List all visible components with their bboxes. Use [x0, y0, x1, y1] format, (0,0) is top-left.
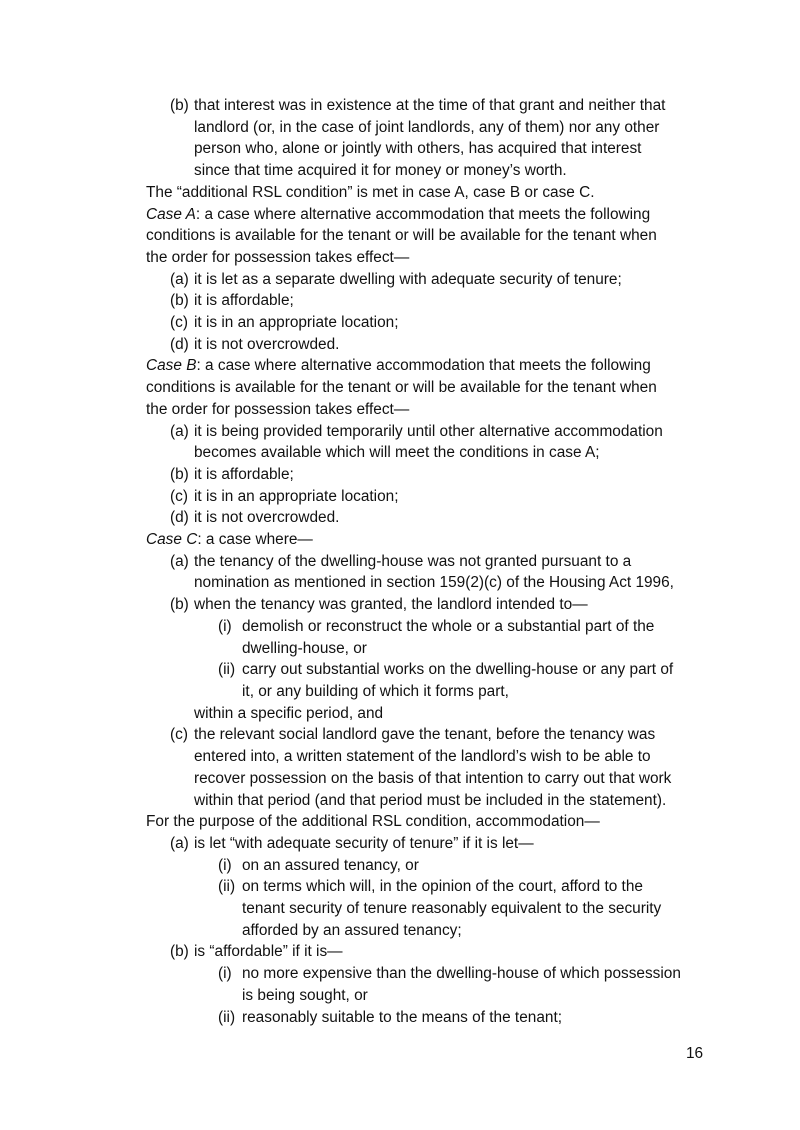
case-c-item: (a) the tenancy of the dwelling-house was not granted pursuant to a	[170, 552, 632, 570]
case-c-subitem-line: dwelling-house, or	[242, 639, 367, 657]
case-c-item-line: nomination as mentioned in section 159(2)(c) of the Housing Act 1996,	[194, 574, 674, 592]
clause-b-line: landlord (or, in the case of joint landlords, any of them) nor any other	[194, 118, 660, 136]
case-b-label: Case B	[146, 357, 197, 375]
case-b-item: (c) it is in an appropriate location;	[170, 487, 399, 505]
case-b-item: (b) it is affordable;	[170, 465, 294, 483]
clause-b-line: (b) that interest was in existence at the time of that grant and neither that	[146, 95, 716, 117]
case-c-subitem-line: it, or any building of which it forms part,	[242, 682, 509, 700]
purpose-subitem-line: tenant security of tenure reasonably equivalent to the security	[242, 900, 662, 918]
case-a-intro-line: conditions is available for the tenant or will be available for the tenant when	[146, 227, 657, 245]
rsl-condition-statement: The “additional RSL condition” is met in case A, case B or case C.	[146, 183, 595, 201]
purpose-item: (b) is “affordable” if it is—	[170, 943, 343, 961]
case-c-intro: Case C: a case where—	[146, 531, 313, 549]
clause-b-line: person who, alone or jointly with others, has acquired that interest	[194, 140, 642, 158]
case-a-intro: Case A: a case where alternative accommodation that meets the following	[146, 205, 651, 223]
case-b-item-line: becomes available which will meet the conditions in case A;	[194, 444, 600, 462]
case-a-item: (b) it is affordable;	[170, 292, 294, 310]
purpose-subitem: (i) no more expensive than the dwelling-house of which possession	[218, 965, 681, 983]
case-c-within: within a specific period, and	[194, 704, 384, 722]
case-c-item: (b) when the tenancy was granted, the landlord intended to—	[170, 596, 588, 614]
case-c-label: Case C	[146, 531, 198, 549]
purpose-subitem-line: is being sought, or	[242, 986, 368, 1004]
case-b-item: (d) it is not overcrowded.	[170, 509, 340, 527]
page-number: 16	[686, 1045, 704, 1062]
case-c-subitem: (i) demolish or reconstruct the whole or a substantial part of the	[218, 617, 655, 635]
case-b-item: (a) it is being provided temporarily until other alternative accommodation	[170, 422, 663, 440]
purpose-subitem-line: afforded by an assured tenancy;	[242, 921, 462, 939]
clause-b-line: since that time acquired it for money or money’s worth.	[194, 162, 567, 180]
case-c-subitem: (ii) carry out substantial works on the dwelling-house or any part of	[218, 661, 674, 679]
case-c-item-line: recover possession on the basis of that intention to carry out that work	[194, 769, 672, 787]
list-marker: (b)	[170, 97, 189, 114]
purpose-subitem: (ii) reasonably suitable to the means of the tenant;	[218, 1008, 562, 1026]
case-b-intro-line: the order for possession takes effect—	[146, 400, 410, 418]
document-body	[146, 95, 716, 1028]
purpose-subitem: (ii) on terms which will, in the opinion of the court, afford to the	[218, 878, 643, 896]
case-a-item: (c) it is in an appropriate location;	[170, 314, 399, 332]
case-a-label: Case A	[146, 205, 196, 223]
purpose-item: (a) is let “with adequate security of tenure” if it is let—	[170, 834, 534, 852]
case-a-item: (d) it is not overcrowded.	[170, 335, 340, 353]
purpose-statement: For the purpose of the additional RSL condition, accommodation—	[146, 813, 600, 831]
case-b-intro-line: conditions is available for the tenant or will be available for the tenant when	[146, 379, 657, 397]
case-c-item-line: within that period (and that period must be included in the statement).	[194, 791, 667, 809]
case-a-item: (a) it is let as a separate dwelling with adequate security of tenure;	[170, 270, 622, 288]
case-a-intro-line: the order for possession takes effect—	[146, 248, 410, 266]
case-c-item-line: entered into, a written statement of the landlord’s wish to be able to	[194, 748, 651, 766]
case-b-intro: Case B: a case where alternative accommodation that meets the following	[146, 357, 651, 375]
purpose-subitem: (i) on an assured tenancy, or	[218, 856, 419, 874]
case-c-item: (c) the relevant social landlord gave the tenant, before the tenancy was	[170, 726, 656, 744]
